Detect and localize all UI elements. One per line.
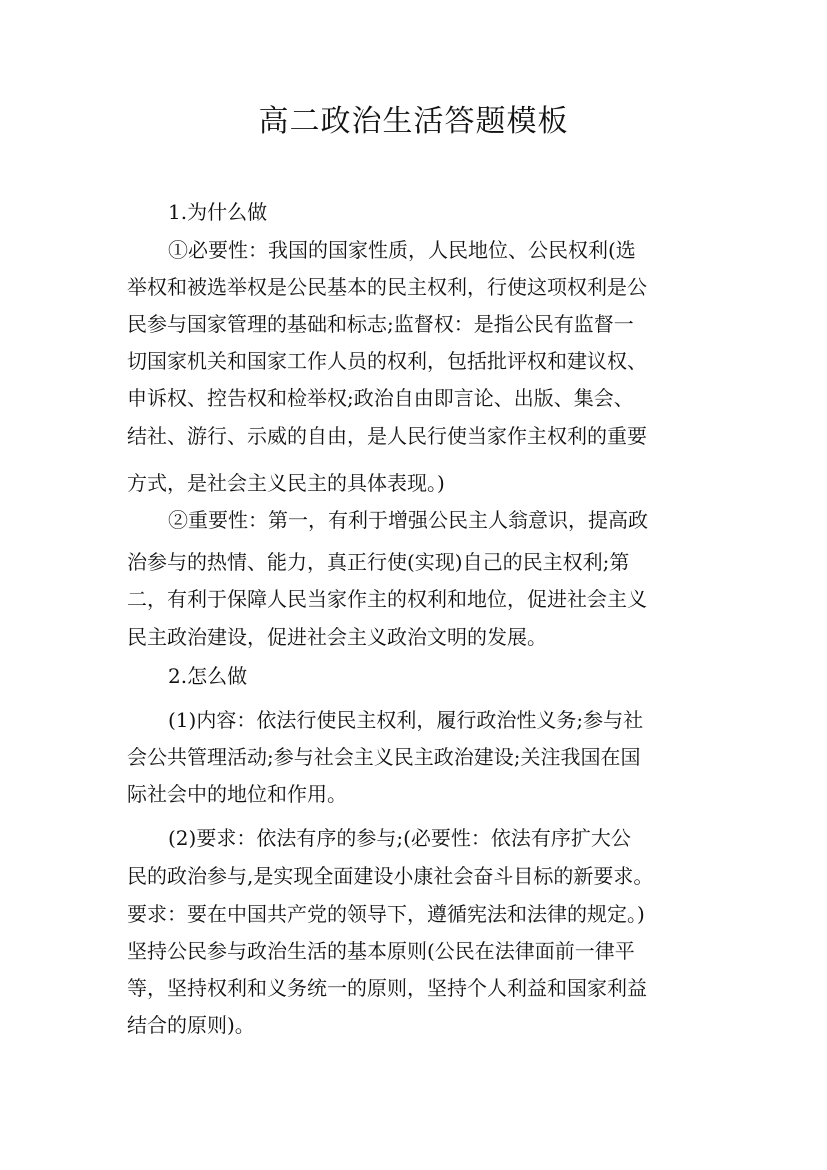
paragraph-line: 结合的原则)。 (127, 1013, 255, 1037)
paragraph-line: ②重要性：第一，有利于增强公民主人翁意识，提高政 (168, 508, 648, 532)
paragraph-line: 际社会中的地位和作用。 (127, 782, 347, 806)
paragraph-line: 坚持公民参与政治生活的基本原则(公民在法律面前一律平 (127, 939, 635, 963)
paragraph-line: 举权和被选举权是公民基本的民主权利，行使这项权利是公 (127, 275, 647, 299)
heading-why: 1.为什么做 (168, 200, 268, 224)
paragraph-line: 要求：要在中国共产党的领导下，遵循宪法和法律的规定。) (127, 902, 645, 926)
paragraph-line: (1)内容：依法行使民主权利，履行政治性义务;参与社 (168, 708, 644, 732)
paragraph-line: (2)要求：依法有序的参与;(必要性：依法有序扩大公 (168, 826, 631, 850)
paragraph-line: 治参与的热情、能力，真正行使(实现)自己的民主权利;第 (127, 550, 630, 574)
paragraph-line: 民的政治参与,是实现全面建设小康社会奋斗目标的新要求。 (127, 864, 654, 888)
paragraph-line: 民主政治建设，促进社会主义政治文明的发展。 (127, 625, 547, 649)
paragraph-line: ①必要性：我国的国家性质，人民地位、公民权利(选 (168, 238, 636, 262)
heading-how: 2.怎么做 (168, 664, 248, 688)
paragraph-line: 等，坚持权利和义务统一的原则，坚持个人利益和国家利益 (127, 976, 647, 1000)
paragraph-line: 申诉权、控告权和检举权;政治自由即言论、出版、集会、 (127, 386, 634, 410)
paragraph-line: 结社、游行、示威的自由，是人民行使当家作主权利的重要 (127, 424, 647, 448)
paragraph-line: 会公共管理活动;参与社会主义民主政治建设;关注我国在国 (127, 745, 641, 769)
paragraph-line: 切国家机关和国家工作人员的权利，包括批评权和建议权、 (127, 349, 647, 373)
paragraph-line: 方式，是社会主义民主的具体表现。) (127, 471, 445, 495)
paragraph-line: 民参与国家管理的基础和标志;监督权：是指公民有监督一 (127, 312, 634, 336)
document-title: 高二政治生活答题模板 (258, 104, 569, 139)
paragraph-line: 二，有利于保障人民当家作主的权利和地位，促进社会主义 (127, 587, 647, 611)
